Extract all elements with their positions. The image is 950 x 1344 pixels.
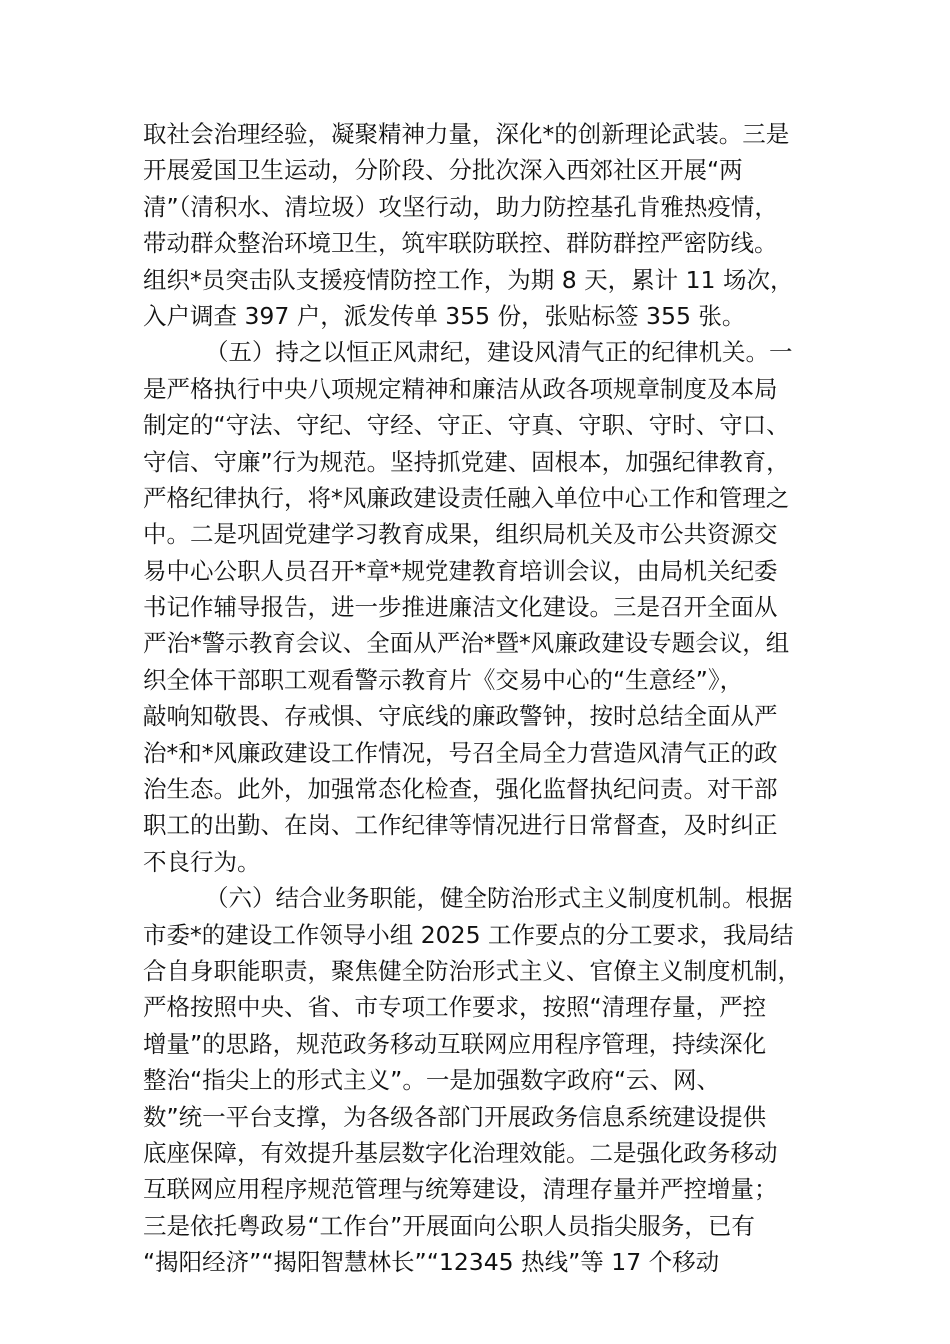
text-line: “揭阳经济”“揭阳智慧林长”“12345 热线”等 17 个移动: [143, 1248, 720, 1277]
text-line: 清”（清积水、清垃圾）攻坚行动，助力防控基孔肯雅热疫情，: [143, 192, 778, 221]
paragraph-first-line: （六）结合业务职能，健全防治形式主义制度机制。根据: [205, 884, 793, 913]
text-line: 整治“指尖上的形式主义”。一是加强数字政府“云、网、: [143, 1066, 721, 1095]
text-line: 严格纪律执行，将*风廉政建设责任融入单位中心工作和管理之: [143, 483, 790, 512]
text-line: 入户调查 397 户，派发传单 355 份，张贴标签 355 张。: [143, 301, 746, 330]
text-line: 不良行为。: [143, 847, 261, 876]
text-line: 敲响知敬畏、存戒惧、守底线的廉政警钟，按时总结全面从严: [143, 702, 778, 731]
text-line: 是严格执行中央八项规定精神和廉洁从政各项规章制度及本局: [143, 374, 778, 403]
text-line: 底座保障，有效提升基层数字化治理效能。二是强化政务移动: [143, 1138, 778, 1167]
text-line: 守信、守廉”行为规范。坚持抓党建、固根本，加强纪律教育，: [143, 447, 790, 476]
text-line: 治*和*风廉政建设工作情况，号召全局全力营造风清气正的政: [143, 738, 778, 767]
text-line: 数”统一平台支撑，为各级各部门开展政务信息系统建设提供: [143, 1102, 767, 1131]
text-line: 互联网应用程序规范管理与统筹建设，清理存量并严控增量；: [143, 1175, 778, 1204]
text-line: 开展爱国卫生运动，分阶段、分批次深入西郊社区开展“两: [143, 156, 743, 185]
document-body: [143, 116, 815, 1281]
paragraph-first-line: （五）持之以恒正风肃纪，建设风清气正的纪律机关。一: [205, 338, 793, 367]
text-line: 严格按照中央、省、市专项工作要求，按照“清理存量，严控: [143, 993, 767, 1022]
text-line: 严治*警示教育会议、全面从严治*暨*风廉政建设专题会议，组: [143, 629, 790, 658]
text-line: 取社会治理经验，凝聚精神力量，深化*的创新理论武装。三是: [143, 120, 790, 148]
text-line: 市委*的建设工作领导小组 2025 工作要点的分工要求，我局结: [143, 920, 794, 949]
text-line: 书记作辅导报告，进一步推进廉洁文化建设。三是召开全面从: [143, 593, 778, 622]
text-line: 带动群众整治环境卫生，筑牢联防联控、群防群控严密防线。: [143, 229, 778, 258]
text-line: 织全体干部职工观看警示教育片《交易中心的“生意经”》，: [143, 665, 744, 694]
text-line: 易中心公职人员召开*章*规党建教育培训会议，由局机关纪委: [143, 556, 778, 585]
text-line: 增量”的思路，规范政务移动互联网应用程序管理，持续深化: [143, 1029, 767, 1058]
text-line: 合自身职能职责，聚焦健全防治形式主义、官僚主义制度机制，: [143, 956, 801, 985]
text-line: 职工的出勤、在岗、工作纪律等情况进行日常督查，及时纠正: [143, 811, 778, 840]
text-line: 治生态。此外，加强常态化检查，强化监督执纪问责。对干部: [143, 775, 778, 804]
text-line: 组织*员突击队支援疫情防控工作，为期 8 天，累计 11 场次，: [143, 265, 794, 294]
text-line: 三是依托粤政易“工作台”开展面向公职人员指尖服务，已有: [143, 1211, 755, 1240]
text-line: 中。二是巩固党建学习教育成果，组织局机关及市公共资源交: [143, 520, 778, 549]
text-line: 制定的“守法、守纪、守经、守正、守真、守职、守时、守口、: [143, 411, 790, 440]
